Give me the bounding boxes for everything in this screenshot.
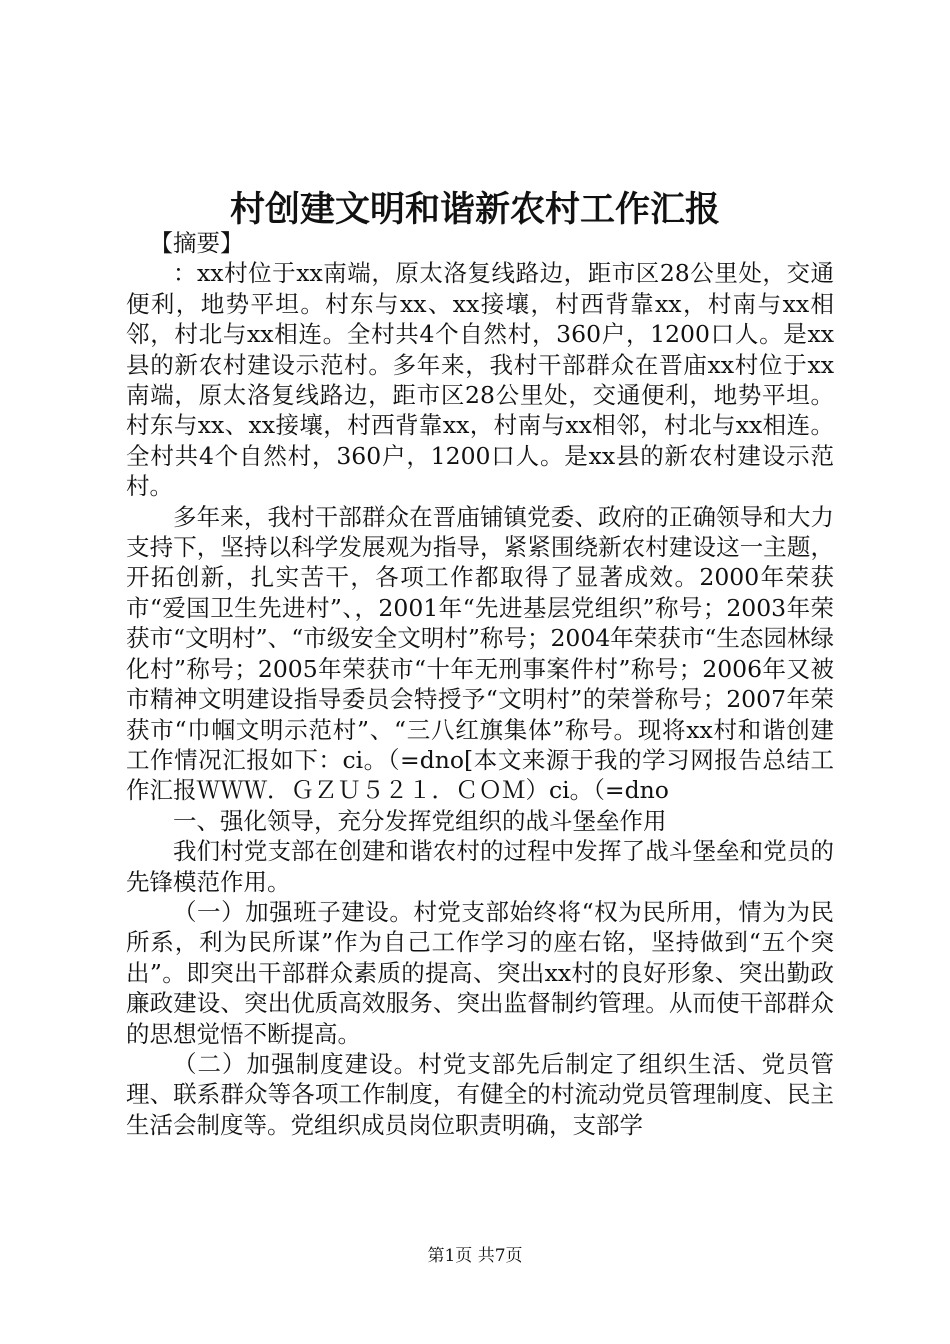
paragraph-party-role: 我们村党支部在创建和谐农村的过程中发挥了战斗堡垒和党员的先锋模范作用。 — [126, 837, 834, 896]
section-heading-1: 一、强化领导，充分发挥党组织的战斗堡垒作用 — [173, 806, 667, 835]
paragraph-abstract-text: ：xx村位于xx南端，原太洛复线路边，距市区28公里处，交通便利，地势平坦。村东与xx、xx接壤，村西背靠xx，村南与xx相邻，村北与xx相连。全村共4个自然村，360户，1200口人。是xx县的新农村建设示范村。多年来，我村干部群众在晋庙xx村位于xx南端，原太洛复线路边，距市区28公里处，交通便利，地势平坦。村东与xx、xx接壤，村西背靠xx，村南与xx相邻，村北与xx相连。全村共4个自然村，360户，1200口人。是xx县的新农村建设示范村。 — [126, 259, 834, 501]
page-indicator: 第1页 共7页 — [427, 1246, 523, 1266]
paragraph-honors: 多年来，我村干部群众在晋庙铺镇党委、政府的正确领导和大力支持下，坚持以科学发展观为指导，紧紧围绕新农村建设这一主题，开拓创新，扎实苦干，各项工作都取得了显著成效。2000年荣获市“爱国卫生先进村”、，2001年“先进基层党组织”称号；2003年荣获市“文明村”、“市级安全文明村”称号；2004年荣获市“生态园林绿化村”称号；2005年荣获市“十年无刑事案件村”称号；2006年又被市精神文明建设指导委员会特授予“文明村”的荣誉称号；2007年荣获市“巾帼文明示范村”、“三八红旗集体”称号。现将xx村和谐创建工作情况汇报如下：ci。（=dno[本文来源于我的学习网报告总结工作汇报ＷＷＷ．ＧＺＵ５２１．ＣＯＭ）ci。（=dno — [126, 502, 834, 805]
abstract-label: 【摘要】 — [149, 229, 244, 257]
paragraph-system-building: （二）加强制度建设。村党支部先后制定了组织生活、党员管理、联系群众等各项工作制度，有健全的村流动党员管理制度、民主生活会制度等。党组织成员岗位职责明确，支部学 — [126, 1049, 834, 1139]
paragraph-team-building: （一）加强班子建设。村党支部始终将“权为民所用，情为为民所系，利为民所谋”作为自己工作学习的座右铭，坚持做到“五个突出”。即突出干部群众素质的提高、突出xx村的良好形象、突出勤政廉政建设、突出优质高效服务、突出监督制约管理。从而使干部群众的思想觉悟不断提高。 — [126, 897, 834, 1048]
document-body — [126, 228, 834, 1140]
document-title: 村创建文明和谐新农村工作汇报 — [229, 189, 720, 230]
